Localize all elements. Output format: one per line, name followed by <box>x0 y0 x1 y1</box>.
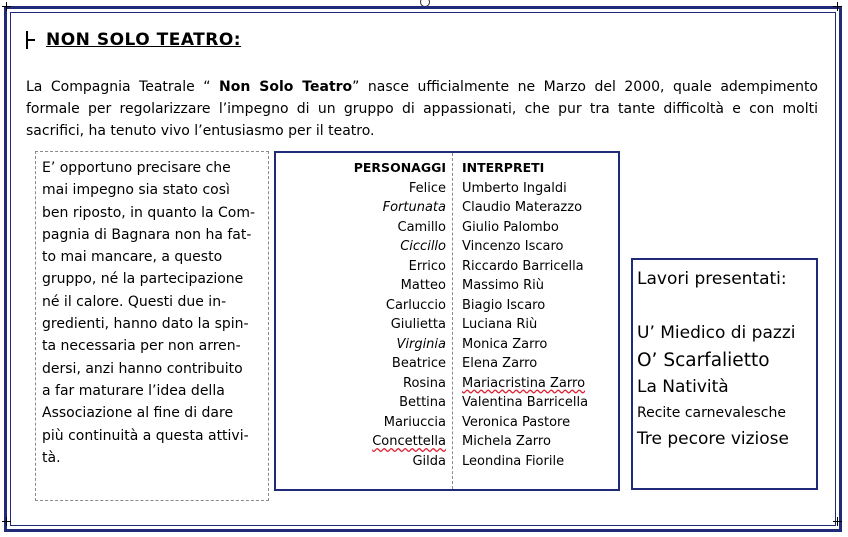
side-text-line: gredienti, hanno dato la spin- <box>42 316 249 333</box>
character-name: Matteo <box>400 278 446 293</box>
actor-name: Mariacristina Zarro <box>462 375 586 391</box>
page-title: NON SOLO TEATRO: <box>46 30 242 50</box>
heading-row <box>26 30 241 50</box>
character-name: Carluccio <box>385 297 446 313</box>
character-name: Giulietta <box>390 317 446 332</box>
work-item: La Natività <box>637 377 729 397</box>
character-name: Camillo <box>397 219 446 235</box>
side-text-line: né il calore. Questi due in- <box>42 293 227 310</box>
character-name: Gilda <box>412 453 446 469</box>
actor-name: Valentina Barricella <box>462 395 589 410</box>
actor-name: Veronica Pastore <box>462 414 571 430</box>
work-item: Recite carnevalesche <box>637 405 786 421</box>
side-text-line: mai impegno sia stato così <box>42 182 230 199</box>
character-name: Fortunata <box>382 200 446 215</box>
cast-column-divider <box>452 153 453 489</box>
spellcheck-flagged-word: Concettella <box>372 434 446 449</box>
cast-table <box>274 151 620 491</box>
actor-name: Elena Zarro <box>462 356 538 371</box>
side-text-line: gruppo, né la partecipazione <box>42 271 244 288</box>
side-text-line: a far maturare l’idea della <box>42 382 225 399</box>
works-list <box>637 320 816 453</box>
actor-name: Luciana Riù <box>462 317 538 332</box>
characters-column <box>276 159 446 471</box>
works-title: Lavori presentati: <box>637 269 787 289</box>
side-text-line: pagnia di Bagnara non ha fat- <box>42 226 252 243</box>
actor-name: Umberto Ingaldi <box>462 180 567 196</box>
actor-name: Riccardo Barricella <box>462 258 584 274</box>
corner-crop-mark-top-left <box>2 2 11 11</box>
actor-name: Monica Zarro <box>462 336 548 352</box>
actor-name: Leondina Fiorile <box>462 453 565 469</box>
work-item: U’ Miedico di pazzi <box>637 323 796 343</box>
intro-text-end: ” nasce ufficialmente ne Marzo del 2000, quale adempimento formale per regolarizzare l’impegno di un gruppo di appassionati, che pur tra tante difficoltà e con molti sacrifici, ha tenuto vivo l’entusiasmo per il teatro. <box>26 79 818 139</box>
character-name: Ciccillo <box>400 239 446 254</box>
actor-name: Biagio Iscaro <box>462 297 546 313</box>
actor-name: Michela Zarro <box>462 434 551 449</box>
corner-crop-mark-top-right <box>833 2 842 11</box>
actors-column <box>462 159 618 471</box>
character-name: Rosina <box>403 375 446 391</box>
actors-header: INTERPRETI <box>462 160 545 175</box>
side-text-line: to mai mancare, a questo <box>42 249 223 266</box>
character-name: Errico <box>408 258 446 274</box>
company-name: Non Solo Teatro <box>219 79 353 95</box>
side-text-line: dersi, anzi hanno contribuito <box>42 360 243 377</box>
character-name: Felice <box>408 180 446 196</box>
actor-name: Massimo Riù <box>462 278 544 293</box>
characters-header: PERSONAGGI <box>353 160 446 175</box>
corner-crop-mark-bottom-left <box>2 517 11 526</box>
side-text-line: ta necessaria per non arren- <box>42 338 241 355</box>
side-text-line: E’ opportuno precisare che <box>42 160 231 176</box>
character-name: Virginia <box>396 336 446 352</box>
character-name <box>276 432 446 452</box>
character-name: Beatrice <box>391 356 446 371</box>
side-text-line: tà. <box>42 449 61 466</box>
work-item: Tre pecore viziose <box>637 429 789 449</box>
character-name: Mariuccia <box>383 414 446 430</box>
actor-name: Giulio Palombo <box>462 219 559 235</box>
work-item: O’ Scarfalietto <box>637 350 770 371</box>
side-text-box <box>35 151 269 501</box>
actor-name: Vincenzo Iscaro <box>462 239 564 254</box>
side-text-line: più continuità a questa attivi- <box>42 427 249 444</box>
side-text-line: Associazione al fine di dare <box>42 405 234 422</box>
intro-paragraph <box>26 76 818 142</box>
works-presented-box <box>631 258 818 490</box>
bullet-marker-icon <box>26 31 36 49</box>
actor-name: Claudio Materazzo <box>462 200 583 215</box>
intro-text-start: La Compagnia Teatrale “ <box>26 79 220 95</box>
character-name: Bettina <box>399 395 446 410</box>
side-text-line: ben riposto, in quanto la Com- <box>42 204 256 221</box>
corner-crop-mark-bottom-right <box>833 517 842 526</box>
